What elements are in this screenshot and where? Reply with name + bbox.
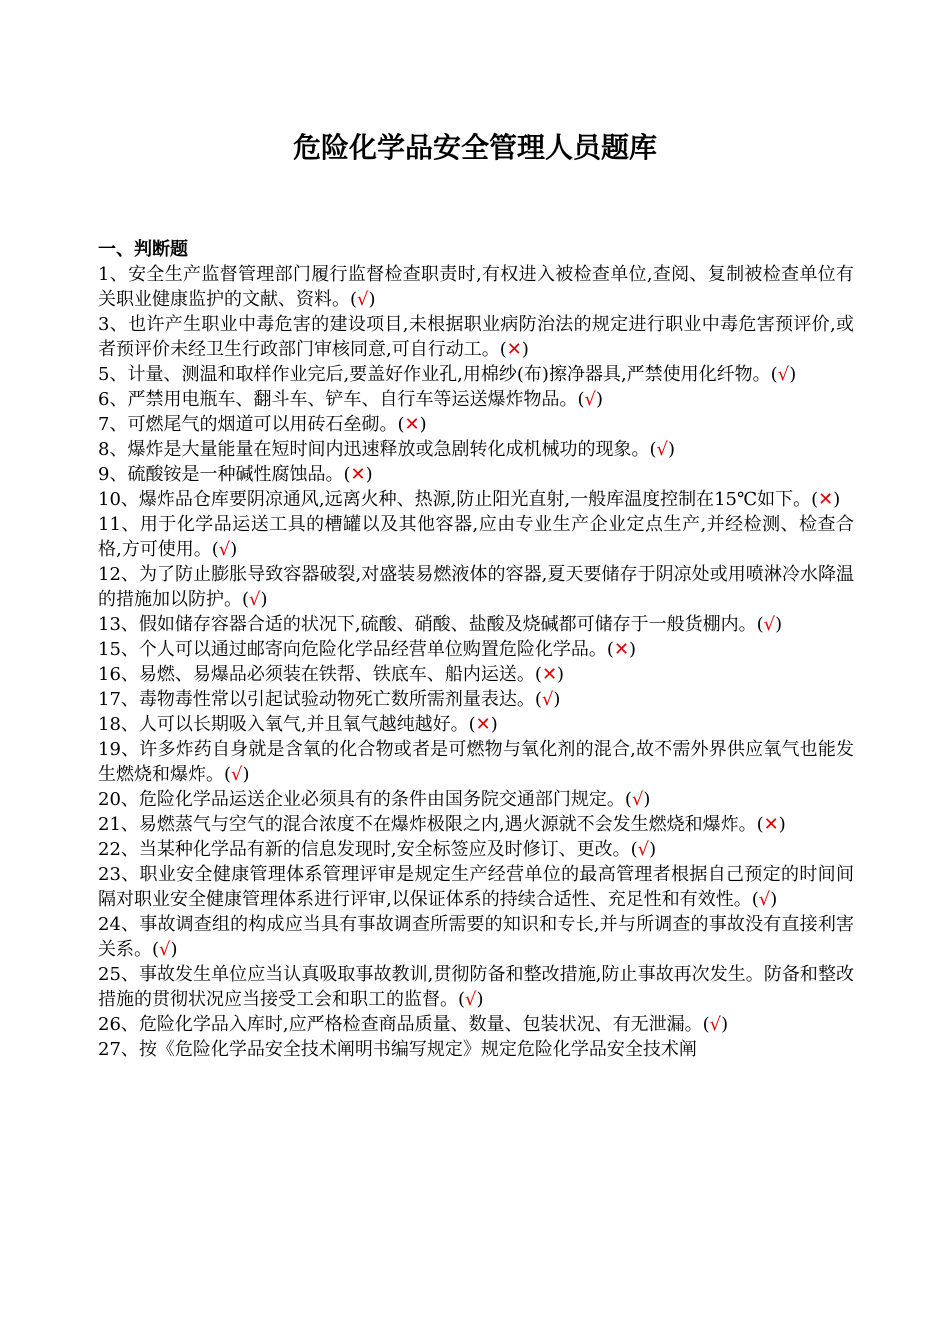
question-text: 1、安全生产监督管理部门履行监督检查职责时,有权进入被检查单位,查阅、复制被检查单位有关职业健康监护的文献、资料。: [98, 264, 854, 310]
question-text: 18、人可以长期吸入氧气,并且氧气越纯越好。: [98, 714, 469, 735]
question-item: 21、易燃蒸气与空气的混合浓度不在爆炸极限之内,遇火源就不会发生燃烧和爆炸。(✕): [98, 814, 786, 835]
check-mark-icon: √: [763, 614, 776, 635]
question-text: 10、爆炸品仓库要阴凉通风,远离火种、热源,防止阳光直射,一般库温度控制在15℃如下。: [98, 489, 812, 510]
question-text: 25、事故发生单位应当认真吸取事故教训,贯彻防备和整改措施,防止事故再次发生。防备和整改措施的贯彻状况应当接受工会和职工的监督。: [98, 964, 854, 1010]
question-item: 25、事故发生单位应当认真吸取事故教训,贯彻防备和整改措施,防止事故再次发生。防备和整改措施的贯彻状况应当接受工会和职工的监督。(√): [98, 964, 854, 1010]
cross-mark-icon: ✕: [763, 814, 779, 835]
question-list: [98, 262, 854, 1062]
question-item: 10、爆炸品仓库要阴凉通风,远离火种、热源,防止阳光直射,一般库温度控制在15℃如下。(✕): [98, 489, 841, 510]
check-mark-icon: √: [637, 839, 650, 860]
question-item: 18、人可以长期吸入氧气,并且氧气越纯越好。(✕): [98, 714, 498, 735]
question-item: 11、用于化学品运送工具的槽罐以及其他容器,应由专业生产企业定点生产,并经检测、检查合格,方可使用。(√): [98, 514, 854, 560]
question-item: 9、硫酸铵是一种碱性腐蚀品。(✕): [98, 464, 373, 485]
question-item: [98, 1037, 854, 1062]
cross-mark-icon: ✕: [541, 664, 558, 685]
question-text: 19、许多炸药自身就是含氧的化合物或者是可燃物与氧化剂的混合,故不需外界供应氧气也能发生燃烧和爆炸。: [98, 739, 854, 785]
cross-mark-icon: ✕: [404, 414, 420, 435]
question-item: 1、安全生产监督管理部门履行监督检查职责时,有权进入被检查单位,查阅、复制被检查单位有关职业健康监护的文献、资料。(√): [98, 264, 854, 310]
question-item: 15、个人可以通过邮寄向危险化学品经营单位购置危险化学品。(✕): [98, 639, 637, 660]
question-text: 23、职业安全健康管理体系管理评审是规定生产经营单位的最高管理者根据自己预定的时间间隔对职业安全健康管理体系进行评审,以保证体系的持续合适性、充足性和有效性。: [98, 864, 854, 910]
question-item: 8、爆炸是大量能量在短时间内迅速释放或急剧转化成机械功的现象。(√): [98, 439, 675, 460]
check-mark-icon: √: [758, 889, 771, 910]
question-item: 17、毒物毒性常以引起试验动物死亡数所需剂量表达。(√): [98, 689, 561, 710]
check-mark-icon: √: [218, 539, 231, 560]
check-mark-icon: √: [631, 789, 644, 810]
question-text: 9、硫酸铵是一种碱性腐蚀品。: [98, 464, 344, 485]
check-mark-icon: √: [357, 289, 369, 310]
question-text: 21、易燃蒸气与空气的混合浓度不在爆炸极限之内,遇火源就不会发生燃烧和爆炸。: [98, 814, 757, 835]
question-text: 13、假如储存容器合适的状况下,硫酸、硝酸、盐酸及烧碱都可储存于一般货棚内。: [98, 614, 757, 635]
question-text: 22、当某种化学品有新的信息发现时,安全标签应及时修订、更改。: [98, 839, 631, 860]
question-item: 5、计量、测温和取样作业完后,要盖好作业孔,用棉纱(布)擦净器具,严禁使用化纤物。(√): [98, 364, 797, 385]
check-mark-icon: √: [709, 1014, 722, 1035]
question-text: 27、按《危险化学品安全技术阐明书编写规定》规定危险化学品安全技术阐: [98, 1039, 697, 1060]
question-text: 8、爆炸是大量能量在短时间内迅速释放或急剧转化成机械功的现象。: [98, 439, 650, 460]
question-text: 15、个人可以通过邮寄向危险化学品经营单位购置危险化学品。: [98, 639, 607, 660]
question-item: 3、也许产生职业中毒危害的建设项目,未根据职业病防治法的规定进行职业中毒危害预评价,或者预评价未经卫生行政部门审核同意,可自行动工。(✕): [98, 314, 854, 360]
question-item: 24、事故调查组的构成应当具有事故调查所需要的知识和专长,并与所调查的事故没有直接利害关系。(√): [98, 914, 854, 960]
question-text: 7、可燃尾气的烟道可以用砖石垒砌。: [98, 414, 398, 435]
question-item: 6、严禁用电瓶车、翻斗车、铲车、自行车等运送爆炸物品。(√): [98, 389, 603, 410]
check-mark-icon: √: [656, 439, 668, 460]
question-text: 17、毒物毒性常以引起试验动物死亡数所需剂量表达。: [98, 689, 535, 710]
question-item: 12、为了防止膨胀导致容器破裂,对盛装易燃液体的容器,夏天要储存于阴凉处或用喷淋冷水降温的措施加以防护。(√): [98, 564, 854, 610]
question-text: 26、危险化学品入库时,应严格检查商品质量、数量、包装状况、有无泄漏。: [98, 1014, 703, 1035]
section-heading: 一、判断题: [98, 239, 188, 260]
question-item: 16、易燃、易爆品必须装在铁帮、铁底车、船内运送。(✕): [98, 664, 565, 685]
check-mark-icon: √: [465, 989, 477, 1010]
question-text: 3、也许产生职业中毒危害的建设项目,未根据职业病防治法的规定进行职业中毒危害预评价,或者预评价未经卫生行政部门审核同意,可自行动工。: [98, 314, 854, 360]
question-text: 5、计量、测温和取样作业完后,要盖好作业孔,用棉纱(布)擦净器具,严禁使用化纤物。: [98, 364, 771, 385]
question-item: 13、假如储存容器合适的状况下,硫酸、硝酸、盐酸及烧碱都可储存于一般货棚内。(√): [98, 614, 783, 635]
check-mark-icon: √: [159, 939, 171, 960]
cross-mark-icon: ✕: [350, 464, 366, 485]
check-mark-icon: √: [249, 589, 261, 610]
cross-mark-icon: ✕: [475, 714, 491, 735]
question-text: 16、易燃、易爆品必须装在铁帮、铁底车、船内运送。: [98, 664, 535, 685]
check-mark-icon: √: [231, 764, 243, 785]
question-text: 20、危险化学品运送企业必须具有的条件由国务院交通部门规定。: [98, 789, 625, 810]
cross-mark-icon: ✕: [506, 339, 522, 360]
question-item: 7、可燃尾气的烟道可以用砖石垒砌。(✕): [98, 414, 427, 435]
cross-mark-icon: ✕: [818, 489, 834, 510]
check-mark-icon: √: [777, 364, 790, 385]
question-text: 12、为了防止膨胀导致容器破裂,对盛装易燃液体的容器,夏天要储存于阴凉处或用喷淋冷水降温的措施加以防护。: [98, 564, 854, 610]
question-item: 20、危险化学品运送企业必须具有的条件由国务院交通部门规定。(√): [98, 789, 651, 810]
question-item: 22、当某种化学品有新的信息发现时,安全标签应及时修订、更改。(√): [98, 839, 657, 860]
cross-mark-icon: ✕: [613, 639, 630, 660]
question-text: 11、用于化学品运送工具的槽罐以及其他容器,应由专业生产企业定点生产,并经检测、检查合格,方可使用。: [98, 514, 854, 560]
question-item: 26、危险化学品入库时,应严格检查商品质量、数量、包装状况、有无泄漏。(√): [98, 1014, 729, 1035]
question-item: 19、许多炸药自身就是含氧的化合物或者是可燃物与氧化剂的混合,故不需外界供应氧气也能发生燃烧和爆炸。(√): [98, 739, 854, 785]
page-title: 危险化学品安全管理人员题库: [292, 131, 657, 164]
question-text: 24、事故调查组的构成应当具有事故调查所需要的知识和专长,并与所调查的事故没有直接利害关系。: [98, 914, 854, 960]
question-item: 23、职业安全健康管理体系管理评审是规定生产经营单位的最高管理者根据自己预定的时间间隔对职业安全健康管理体系进行评审,以保证体系的持续合适性、充足性和有效性。(√): [98, 864, 854, 910]
check-mark-icon: √: [541, 689, 554, 710]
check-mark-icon: √: [584, 389, 596, 410]
question-text: 6、严禁用电瓶车、翻斗车、铲车、自行车等运送爆炸物品。: [98, 389, 578, 410]
